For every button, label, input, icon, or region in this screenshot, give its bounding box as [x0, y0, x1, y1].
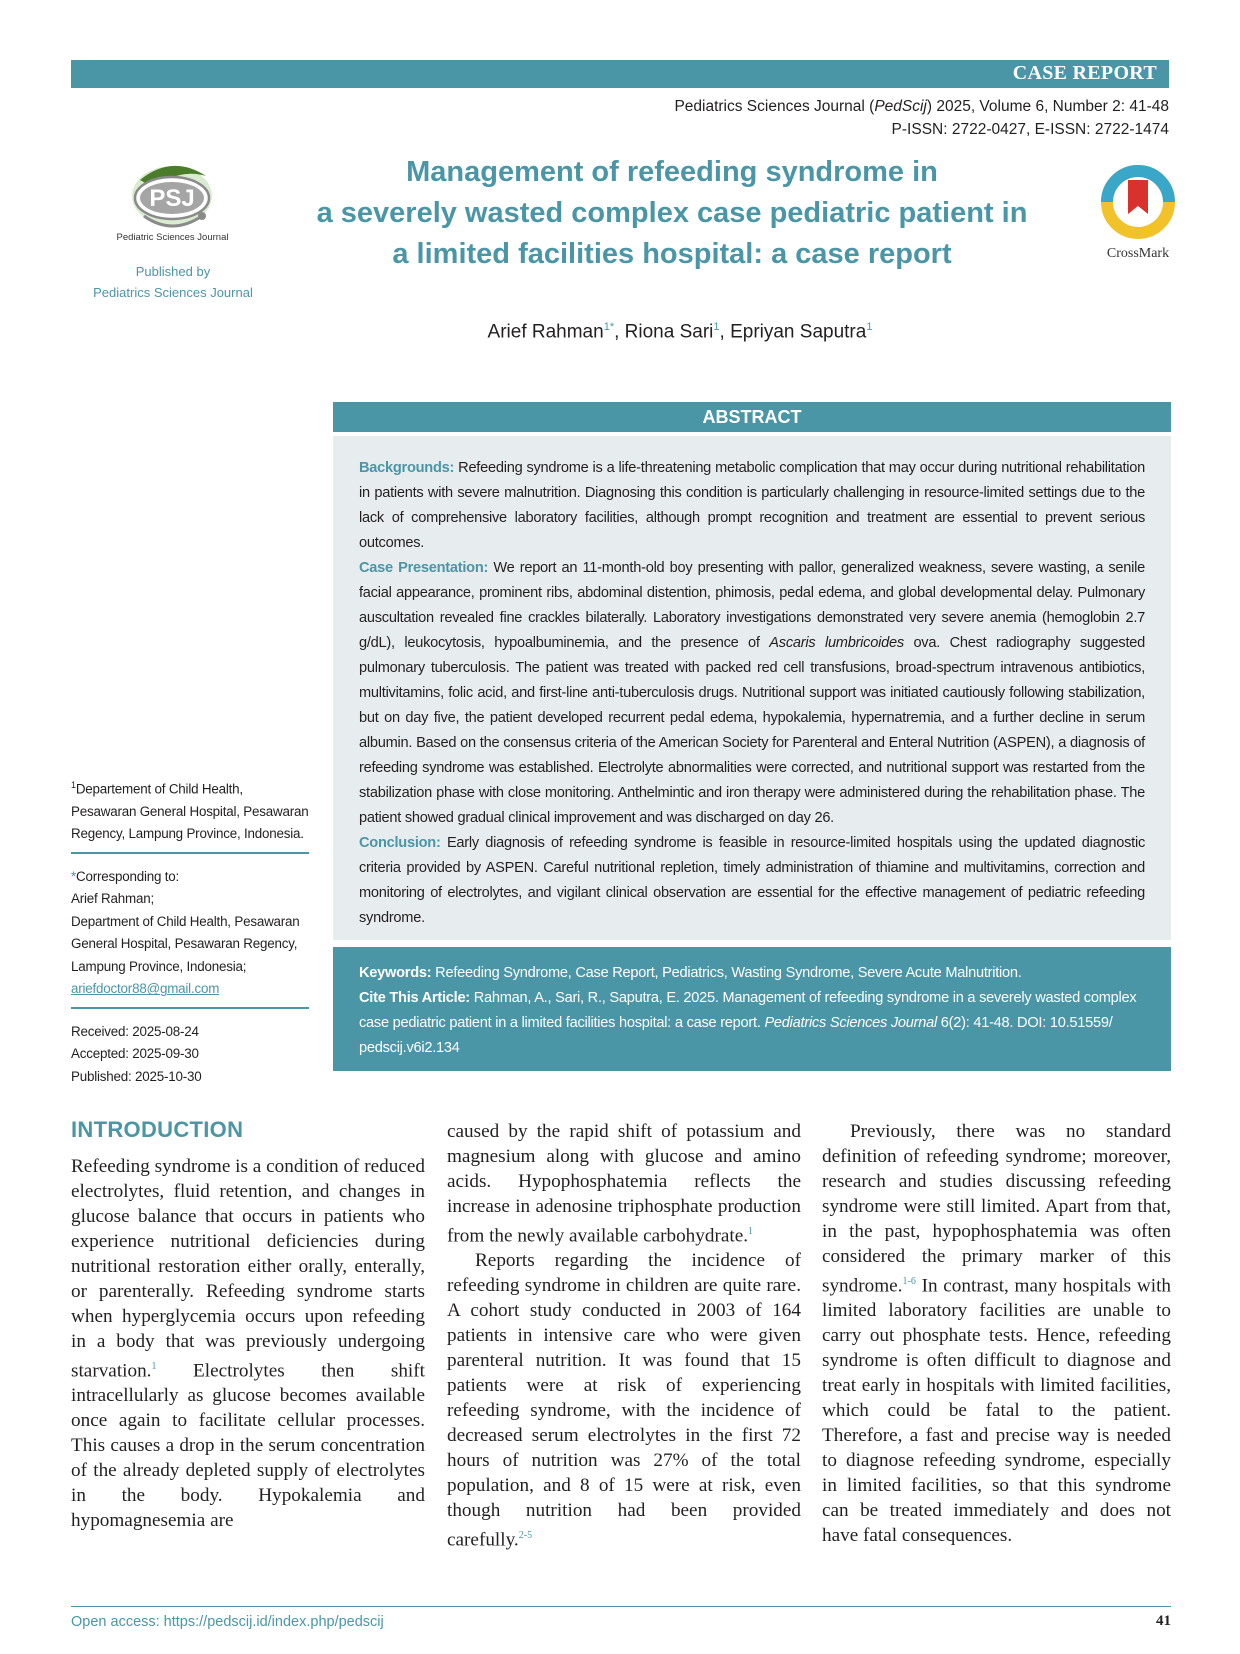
- issn-line: P-ISSN: 2722-0427, E-ISSN: 2722-1474: [891, 121, 1169, 138]
- body-paragraph: [447, 1119, 801, 1248]
- affiliation-mark: 1: [71, 780, 76, 790]
- author-name: Riona Sari: [624, 321, 714, 343]
- author-name: Arief Rahman: [487, 321, 604, 343]
- abstract-conclusion: [359, 831, 1145, 931]
- body-column-2: [447, 1119, 801, 1553]
- author-affiliation-mark: 1: [866, 321, 873, 333]
- logo-text: PSJ: [149, 185, 195, 212]
- keywords-line: [359, 961, 1145, 986]
- keywords-label: Keywords:: [359, 965, 432, 981]
- cite-line: [359, 986, 1145, 1061]
- abstract-heading: ABSTRACT: [333, 402, 1171, 432]
- conclusion-label: Conclusion:: [359, 835, 441, 851]
- corresponding-block: [71, 866, 309, 1001]
- citation-mark[interactable]: 1-6: [902, 1276, 916, 1287]
- author-affiliation-mark: 1*: [603, 321, 615, 333]
- cite-label: Cite This Article:: [359, 990, 470, 1006]
- journal-citation-line: [674, 98, 1169, 116]
- journal-abbr: PedScij: [874, 98, 927, 115]
- backgrounds-text: Refeeding syndrome is a life-threatening metabolic complication that may occur during nutritional rehabilitation in patients with severe malnutrition. Diagnosing this condition is particularly challenging in resource-limited settings due to the lack of comprehensive laboratory facilities, although prompt recognition and treatment are essential to prevent serious outcomes.: [359, 460, 1145, 551]
- affiliation-text: Departement of Child Health, Pesawaran General Hospital, Pesawaran Regency, Lampung Province, Indonesia.: [71, 781, 309, 842]
- accepted-date: Accepted: 2025-09-30: [71, 1046, 199, 1062]
- corresponding-label: Corresponding to:: [76, 868, 180, 884]
- dates-block: [71, 1021, 309, 1089]
- abstract-case-presentation: [359, 556, 1145, 831]
- author-affiliation-mark: 1: [713, 321, 720, 333]
- abstract-body: [333, 436, 1171, 940]
- case-report-band: [71, 60, 1169, 88]
- divider: [71, 852, 309, 854]
- article-sidebar: [71, 774, 309, 1088]
- case-report-label: CASE REPORT: [1012, 62, 1157, 84]
- case-label: Case Presentation:: [359, 560, 489, 576]
- journal-volume: ) 2025, Volume 6, Number 2: 41-48: [926, 98, 1169, 115]
- page-number: 41: [1156, 1613, 1171, 1629]
- crossmark-label: CrossMark: [1106, 246, 1170, 261]
- corresponding-email-link[interactable]: ariefdoctor88@gmail.com: [71, 981, 220, 997]
- journal-name: Pediatrics Sciences Journal (: [674, 98, 875, 115]
- affiliation: [71, 774, 309, 846]
- published-date: Published: 2025-10-30: [71, 1068, 202, 1084]
- author-separator: ,: [719, 321, 731, 343]
- corresponding-name: Arief Rahman;: [71, 891, 154, 907]
- corresponding-star: *: [71, 868, 77, 884]
- article-title: [282, 152, 1062, 275]
- body-text: caused by the rapid shift of potassium and magnesium along with glucose and amino acids. Hypophosphatemia reflects the increase in adenosine triphosphate production from the newly available carbohydrate.: [447, 1121, 801, 1247]
- abstract-backgrounds: [359, 456, 1145, 556]
- publisher-name: Pediatrics Sciences Journal: [93, 285, 253, 300]
- case-text: We report an 11-month-old boy presenting with pallor, generalized weakness, severe wasting, a senile facial appearance, prominent ribs, abdominal distention, phimosis, pedal edema, and global developmental delay. Pulmonary auscultation revealed fine crackles bilaterally. Laboratory investigations demonstrated very severe anemia (hemoglobin 2.7 g/dL), leukocytosis, hypoalbuminemia, and the presence of: [359, 560, 1145, 651]
- citation-mark[interactable]: 2-5: [518, 1530, 533, 1542]
- title-line: Management of refeeding syndrome in: [406, 156, 938, 188]
- body-text: In contrast, many hospitals with limited laboratory facilities are unable to carry out phosphate tests. Hence, refeeding syndrome is often difficult to diagnose and treat early in hospitals with limited facilities, which could be fatal to the patient. Therefore, a fast and precise way is needed to diagnose refeeding syndrome, especially in limited facilities, so that this syndrome can be treated immediately and does not have fatal consequences.: [822, 1275, 1171, 1547]
- author-list: [300, 321, 1060, 343]
- author-separator: ,: [614, 321, 625, 343]
- body-text: Refeeding syndrome is a condition of reduced electrolytes, fluid retention, and changes in glucose balance that occurs in patients who experience nutritional deficiencies during nutritional restoration either orally, enterally, or parenterally. Refeeding syndrome starts when hyperglycemia occurs upon refeeding in a body that was previously undergoing starvation.: [71, 1156, 425, 1382]
- citation-mark[interactable]: 1: [151, 1361, 157, 1372]
- keywords-text: Refeeding Syndrome, Case Report, Pediatrics, Wasting Syndrome, Severe Acute Malnutrition.: [435, 965, 1022, 981]
- keywords-box: [333, 947, 1171, 1071]
- published-by: [78, 261, 268, 303]
- corresponding-address: Department of Child Health, Pesawaran General Hospital, Pesawaran Regency, Lampung Province, Indonesia;: [71, 913, 300, 974]
- logo-caption: Pediatric Sciences Journal: [116, 232, 229, 243]
- footer-divider: [71, 1606, 1171, 1607]
- open-access-link[interactable]: Open access: https://pedscij.id/index.php/pedscij: [71, 1614, 384, 1630]
- body-text: Electrolytes then shift intracellularly as glucose becomes available once again to facilitate cellular processes. This causes a drop in the serum concentration of the already depleted supply of electrolytes in the body. Hypokalemia and hypomagnesemia are: [71, 1360, 425, 1532]
- conclusion-text: Early diagnosis of refeeding syndrome is feasible in resource-limited hospitals using the updated diagnostic criteria provided by ASPEN. Careful nutritional repletion, timely administration of thiamine and multivitamins, correction and monitoring of electrolytes, and vigilant clinical observation are essential for the effective management of pediatric refeeding syndrome.: [359, 835, 1145, 926]
- body-paragraph: [447, 1248, 801, 1552]
- body-text: Previously, there was no standard definition of refeeding syndrome; moreover, research and studies discussing refeeding syndrome were still limited. Apart from that, in the past, hypophosphatemia was often considered the primary marker of this syndrome.: [822, 1121, 1171, 1297]
- title-line: a limited facilities hospital: a case report: [392, 238, 952, 270]
- published-by-label: Published by: [135, 264, 211, 279]
- case-text: ova. Chest radiography suggested pulmonary tuberculosis. The patient was treated with packed red cell transfusions, broad-spectrum intravenous antibiotics, multivitamins, folic acid, and first-line anti-tuberculosis drugs. Nutritional support was initiated cautiously following stabilization, but on day five, the patient developed recurrent pedal edema, hypokalemia, hypernatremia, and a further decline in serum albumin. Based on the consensus criteria of the American Society for Parenteral and Enteral Nutrition (ASPEN), a diagnosis of refeeding syndrome was established. Electrolyte abnormalities were corrected, and nutritional support was restarted from the stabilization phase with close monitoring. Anthelmintic and iron therapy were administered during the rehabilitation phase. The patient showed gradual clinical improvement and was discharged on day 26.: [359, 635, 1145, 826]
- body-column-3: [822, 1119, 1171, 1548]
- received-date: Received: 2025-08-24: [71, 1023, 199, 1039]
- title-line: a severely wasted complex case pediatric patient in: [316, 197, 1028, 229]
- divider: [71, 1007, 309, 1009]
- body-paragraph: [71, 1154, 425, 1533]
- introduction-heading: INTRODUCTION: [71, 1117, 244, 1142]
- crossmark-icon[interactable]: [1098, 162, 1178, 242]
- cite-text: Rahman, A., Sari, R., Saputra, E. 2025. Management of refeeding syndrome in a severely wasted complex case pediatric patient in a limited facilities hospital: a case report.: [359, 990, 1137, 1031]
- cite-journal: Pediatrics Sciences Journal: [764, 1015, 937, 1031]
- backgrounds-label: Backgrounds:: [359, 460, 455, 476]
- body-column-1: [71, 1154, 425, 1533]
- citation-mark[interactable]: 1: [748, 1226, 754, 1237]
- case-species: Ascaris lumbricoides: [769, 635, 904, 651]
- author-name: Epriyan Saputra: [730, 321, 867, 343]
- body-text: Reports regarding the incidence of refeeding syndrome in children are quite rare. A cohort study conducted in 2003 of 164 patients in intensive care who were given parenteral nutrition. It was found that 15 patients were at risk of experiencing refeeding syndrome, with the incidence of decreased serum electrolytes in the first 72 hours of nutrition was 27% of the total population, and 8 of 15 were at risk, even though nutrition had been provided carefully.: [447, 1250, 801, 1551]
- cite-doi[interactable]: 6(2): 41-48. DOI: 10.51559/ pedscij.v6i2.134: [359, 1015, 1113, 1056]
- body-paragraph: [822, 1119, 1171, 1548]
